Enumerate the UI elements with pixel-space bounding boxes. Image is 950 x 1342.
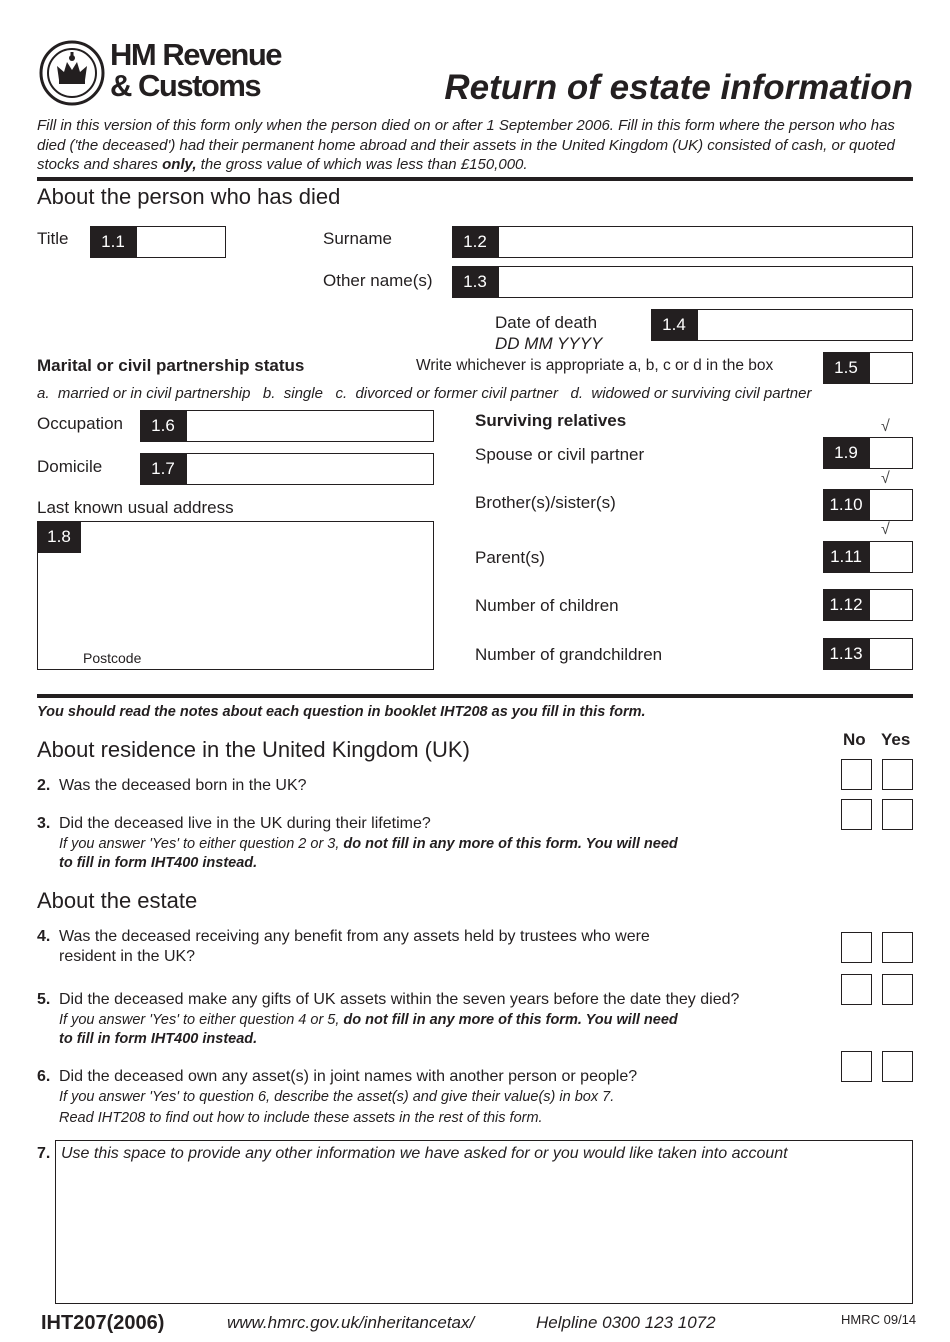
question-5-note-bold2: to fill in form IHT400 instead. [59, 1031, 258, 1047]
question-4-number: 4. [37, 928, 51, 945]
intro-text-part1: Fill in this version of this form only when the person died on or after 1 September 2006. Fill in this form where the person who has died ('the deceased') had their permanent home abroad and their assets in the United Kingdom (UK) consisted of cash, or quoted stocks and shares [37, 117, 895, 173]
box-number-1-9: 1.9 [823, 437, 869, 469]
title-label: Title [37, 229, 69, 248]
question-5-no-checkbox[interactable] [841, 974, 872, 1005]
form-version: HMRC 09/14 [841, 1312, 917, 1327]
box-number-1-8: 1.8 [37, 521, 81, 553]
question-2-number: 2. [37, 777, 51, 794]
box-number-1-5: 1.5 [823, 352, 869, 384]
helpline: Helpline 0300 123 1072 [536, 1313, 716, 1332]
other-names-label: Other name(s) [323, 271, 433, 290]
intro-text-bold: only, [162, 156, 197, 173]
question-6-number: 6. [37, 1068, 51, 1085]
surviving-relatives-title: Surviving relatives [475, 411, 627, 430]
question-2-no-checkbox[interactable] [841, 759, 872, 790]
guidance-note: You should read the notes about each question in booklet IHT208 as you fill in this form. [37, 704, 646, 720]
box-number-1-4: 1.4 [651, 309, 697, 341]
box-number-1-6: 1.6 [140, 410, 186, 442]
form-code: IHT207(2006) [41, 1312, 165, 1334]
tick-hint-icon: √ [881, 521, 890, 538]
question-3-note-bold2: to fill in form IHT400 instead. [59, 855, 258, 871]
question-3-yes-checkbox[interactable] [882, 799, 913, 830]
date-of-death-label: Date of death [495, 313, 598, 332]
question-3-text: Did the deceased live in the UK during their lifetime? [59, 815, 431, 832]
question-4-no-checkbox[interactable] [841, 932, 872, 963]
occupation-label: Occupation [37, 414, 123, 433]
intro-text-part2: the gross value of which was less than £150,000. [196, 156, 528, 173]
box-number-1-1: 1.1 [90, 226, 136, 258]
question-3-note-bold1: do not fill in any more of this form. You will need [343, 836, 678, 852]
spouse-checkbox[interactable] [869, 437, 913, 469]
grandchildren-label: Number of grandchildren [475, 645, 663, 664]
question-5-note-part1: If you answer 'Yes' to either question 4 or 5, [59, 1012, 344, 1028]
question-5-yes-checkbox[interactable] [882, 974, 913, 1005]
question-5-text: Did the deceased make any gifts of UK assets within the seven years before the date they died? [59, 991, 740, 1008]
marital-status-instruction: Write whichever is appropriate a, b, c or d in the box [416, 357, 774, 374]
question-7-textarea[interactable] [55, 1140, 913, 1304]
website-link[interactable]: www.hmrc.gov.uk/inheritancetax/ [227, 1313, 475, 1332]
grandchildren-count-field[interactable] [869, 638, 913, 670]
question-7-placeholder: Use this space to provide any other information we have asked for or you would like taken into account [61, 1145, 788, 1162]
parents-checkbox[interactable] [869, 541, 913, 573]
other-names-field[interactable] [498, 266, 913, 298]
question-2-yes-checkbox[interactable] [882, 759, 913, 790]
date-of-death-format: DD MM YYYY [495, 334, 603, 353]
question-6-yes-checkbox[interactable] [882, 1051, 913, 1082]
spouse-label: Spouse or civil partner [475, 445, 645, 464]
question-5-number: 5. [37, 991, 51, 1008]
siblings-checkbox[interactable] [869, 489, 913, 521]
surname-label: Surname [323, 229, 392, 248]
box-number-1-13: 1.13 [823, 638, 869, 670]
box-number-1-2: 1.2 [452, 226, 498, 258]
section-title-person: About the person who has died [37, 184, 341, 209]
occupation-field[interactable] [186, 410, 434, 442]
page-title: Return of estate information [444, 68, 913, 107]
question-3-no-checkbox[interactable] [841, 799, 872, 830]
box-number-1-11: 1.11 [823, 541, 869, 573]
question-6-note-line2: Read IHT208 to find out how to include these assets in the rest of this form. [59, 1110, 543, 1126]
question-4-text-line2: resident in the UK? [59, 948, 196, 965]
section-divider-top [37, 177, 913, 181]
column-header-no: No [843, 730, 866, 749]
question-2-text: Was the deceased born in the UK? [59, 777, 307, 794]
column-header-yes: Yes [881, 730, 911, 749]
question-3-note [59, 835, 799, 873]
box-number-1-10: 1.10 [823, 489, 869, 521]
question-4-text-line1: Was the deceased receiving any benefit from any assets held by trustees who were [59, 928, 650, 945]
section-divider-middle [37, 694, 913, 698]
question-3-note-part1: If you answer 'Yes' to either question 2 or 3, [59, 836, 344, 852]
org-name-line2: & Customs [110, 68, 261, 103]
surname-field[interactable] [498, 226, 913, 258]
question-6-no-checkbox[interactable] [841, 1051, 872, 1082]
box-number-1-3: 1.3 [452, 266, 498, 298]
domicile-field[interactable] [186, 453, 434, 485]
section-title-estate: About the estate [37, 888, 198, 913]
title-field[interactable] [136, 226, 226, 258]
siblings-label: Brother(s)/sister(s) [475, 493, 616, 512]
marital-status-options: a. married or in civil partnership b. single c. divorced or former civil partner d. widowed or surviving civil partner [37, 385, 812, 402]
tick-hint-icon: √ [881, 470, 890, 487]
address-field[interactable] [37, 521, 434, 670]
box-number-1-7: 1.7 [140, 453, 186, 485]
children-label: Number of children [475, 596, 619, 615]
question-3-number: 3. [37, 815, 51, 832]
question-6-text: Did the deceased own any asset(s) in joint names with another person or people? [59, 1068, 638, 1085]
intro-text [37, 116, 913, 175]
section-title-residence: About residence in the United Kingdom (UK) [37, 737, 470, 762]
marital-status-label: Marital or civil partnership status [37, 356, 305, 375]
parents-label: Parent(s) [475, 548, 545, 567]
question-4-yes-checkbox[interactable] [882, 932, 913, 963]
children-count-field[interactable] [869, 589, 913, 621]
marital-status-field[interactable] [869, 352, 913, 384]
question-5-note-bold1: do not fill in any more of this form. You will need [343, 1012, 678, 1028]
postcode-label: Postcode [83, 650, 142, 666]
tick-hint-icon: √ [881, 418, 890, 435]
question-5-note [59, 1011, 799, 1049]
box-number-1-12: 1.12 [823, 589, 869, 621]
org-name-line1: HM Revenue [110, 37, 282, 72]
hmrc-crest-logo [39, 40, 105, 106]
date-of-death-field[interactable] [697, 309, 913, 341]
address-label: Last known usual address [37, 498, 234, 517]
domicile-label: Domicile [37, 457, 103, 476]
question-6-note-line1: If you answer 'Yes' to question 6, describe the asset(s) and give their value(s) in box 7. [59, 1089, 615, 1105]
question-7-number: 7. [37, 1145, 51, 1162]
